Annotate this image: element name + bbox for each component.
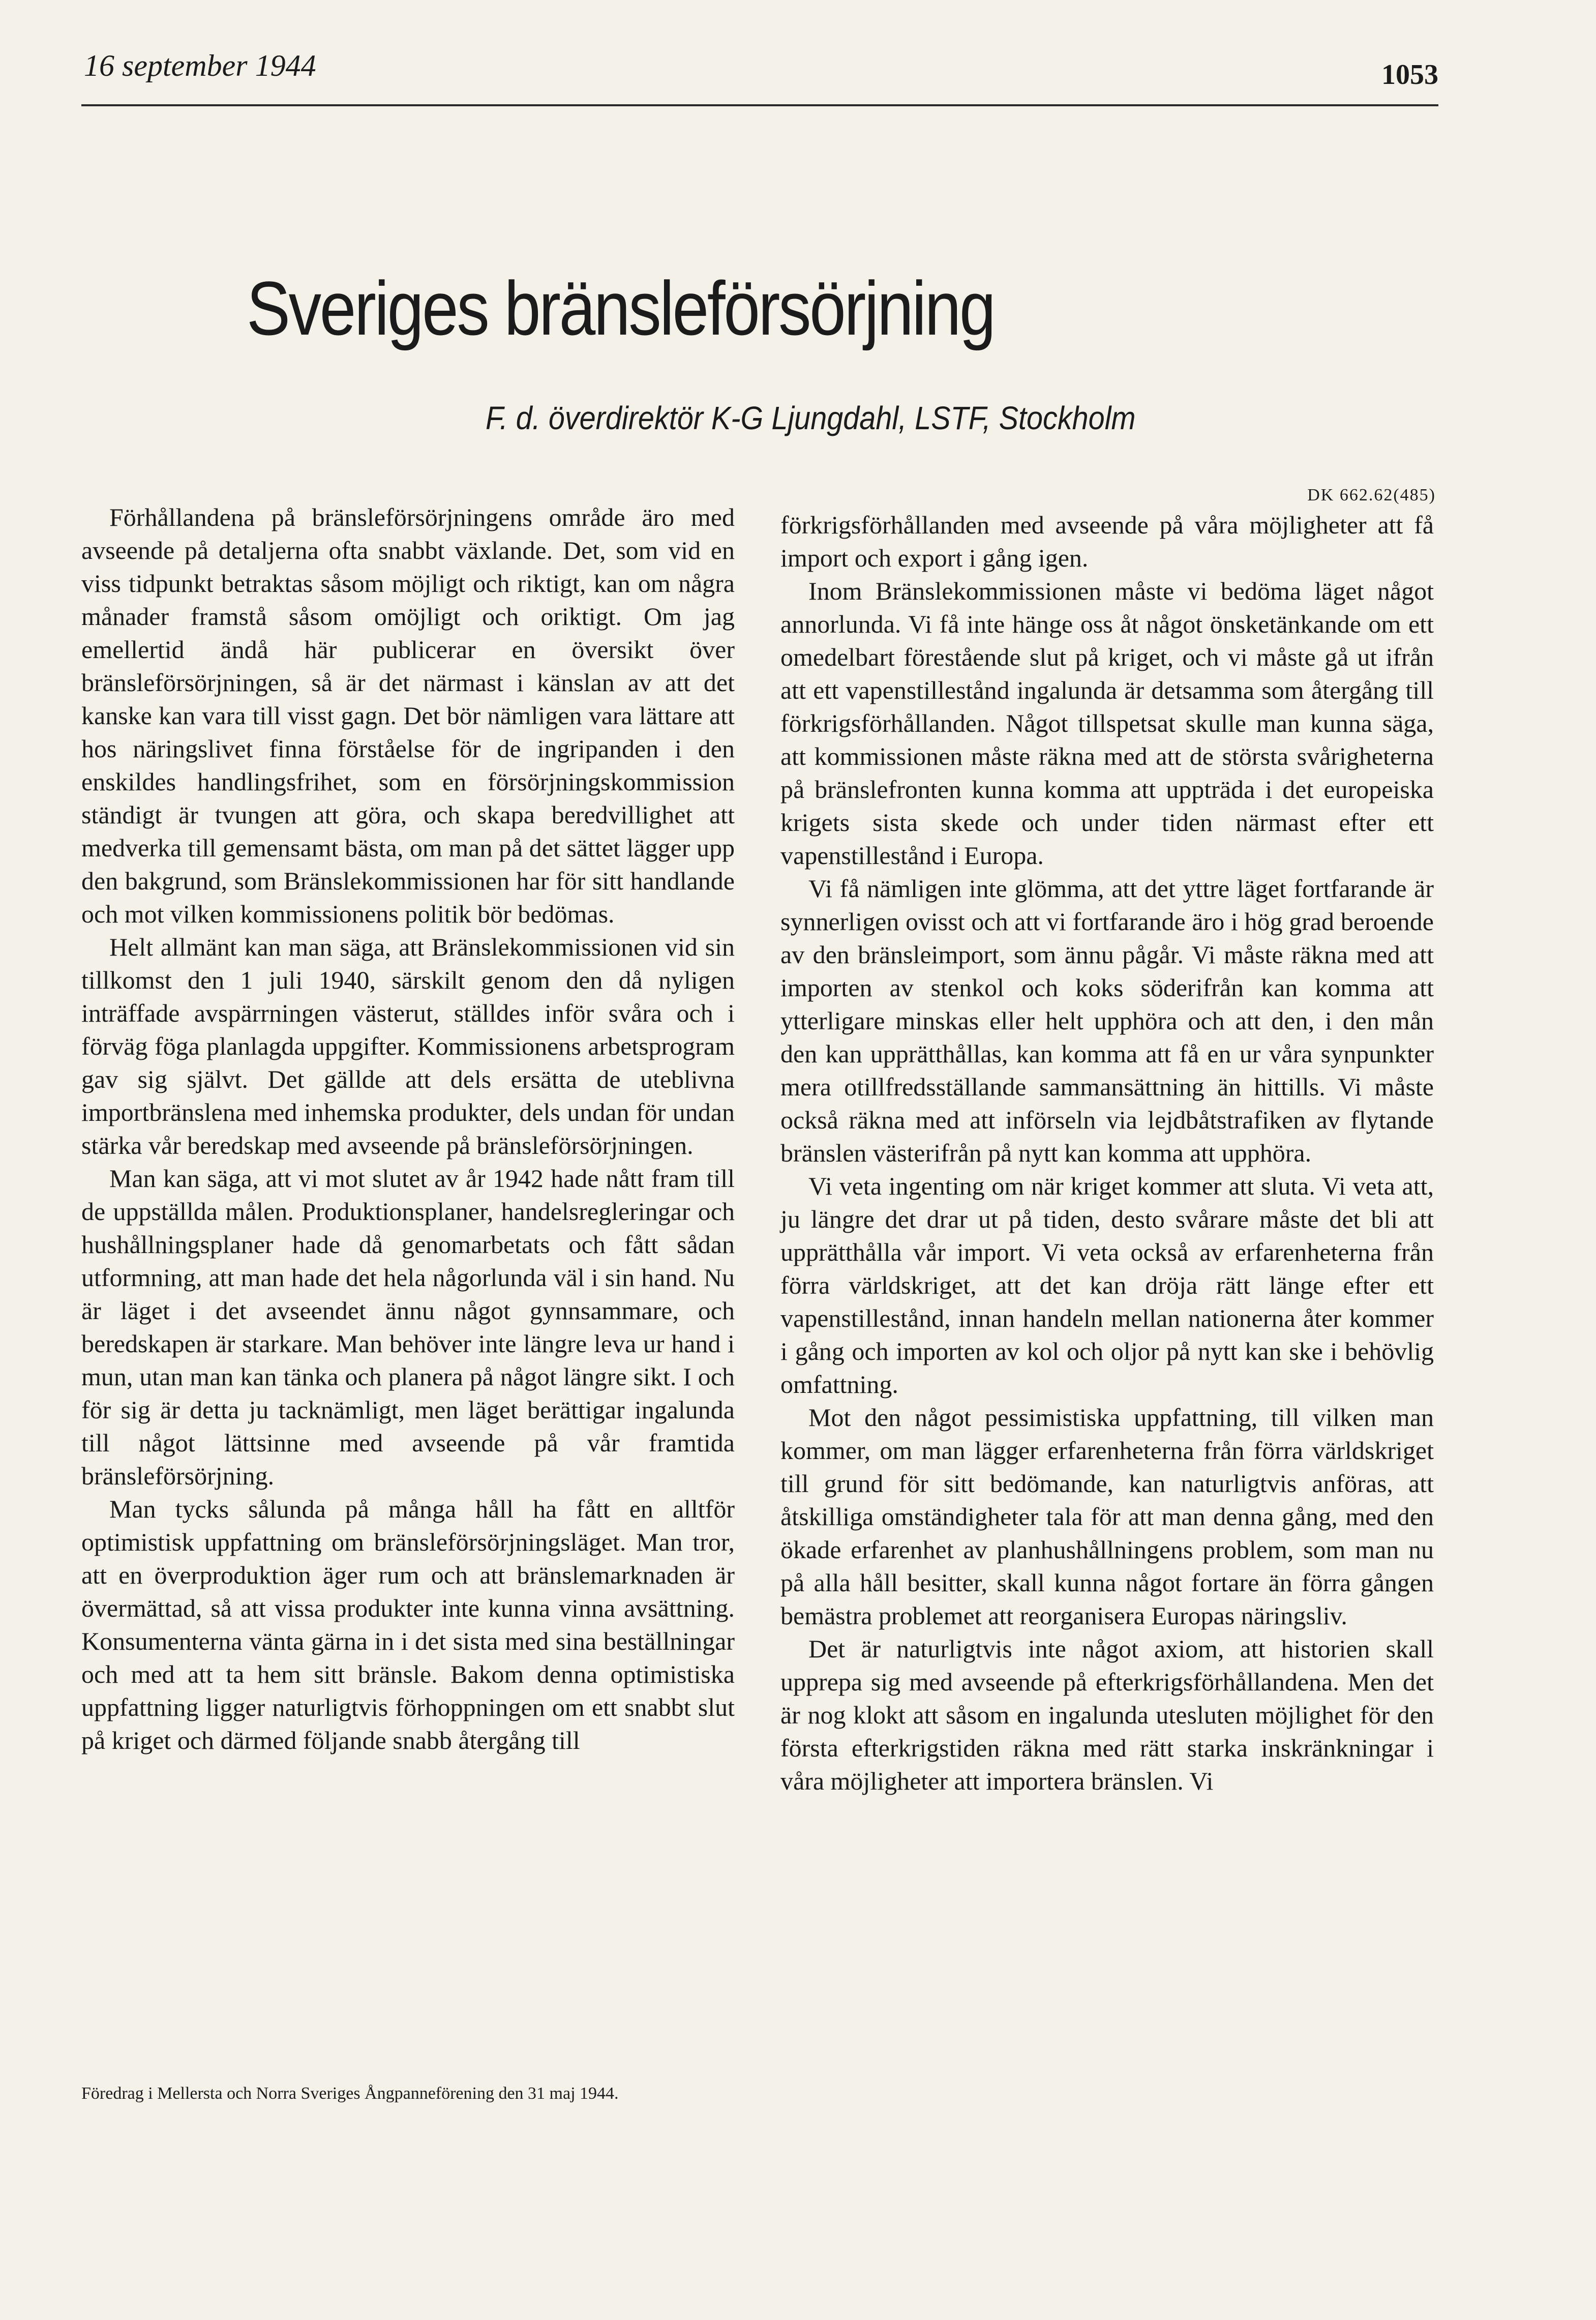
- footnote: Föredrag i Mellersta och Norra Sveriges Ångpanneförening den 31 maj 1944.: [81, 2084, 619, 2103]
- running-head: [81, 48, 1438, 106]
- paragraph: förkrigsförhållanden med avseende på våra möjligheter att få import och export i gång igen.: [780, 511, 1434, 572]
- left-column: [81, 501, 735, 1757]
- article-title: Sveriges bränsleförsörjning: [247, 265, 995, 351]
- paragraph: Mot den något pessimistiska uppfattning, till vilken man kommer, om man lägger erfarenheterna från förra världskriget till grund för sitt bedömande, kan naturligtvis anföras, att åtskilliga omständigheter tala för att man denna gång, med den ökade erfarenhet av planhushållningens problem, som man nu på alla håll besitter, skall kunna något fortare än förra gången bemästra problemet att reorganisera Europas näringsliv.: [780, 1403, 1434, 1630]
- paragraph: Helt allmänt kan man säga, att Bränslekommissionen vid sin tillkomst den 1 juli 1940, särskilt genom den då nyligen inträffade avspärrningen västerut, ställdes inför svåra och i förväg föga planlagda uppgifter. Kommissionens arbetsprogram gav sig självt. Det gällde att dels ersätta de uteblivna importbränslena med inhemska produkter, dels undan för undan stärka vår beredskap med avseende på bränsleförsörjningen.: [81, 933, 735, 1159]
- paragraph: Inom Bränslekommissionen måste vi bedöma läget något annorlunda. Vi få inte hänge oss åt något önsketänkande om ett omedelbart förestående slut på kriget, och vi måste gå ut ifrån att ett vapenstillestånd ingalunda är detsamma som återgång till förkrigsförhållanden. Något tillspetsat skulle man kunna säga, att kommissionen måste räkna med att de största svårigheterna på bränslefronten kunna komma att uppträda i det europeiska krigets sista skede och under tiden närmast efter ett vapenstillestånd i Europa.: [780, 577, 1434, 870]
- issue-date: 16 september 1944: [84, 49, 316, 82]
- paragraph: Man tycks sålunda på många håll ha fått en alltför optimistisk uppfattning om bränsleförsörjningsläget. Man tror, att en överproduktion äger rum och att bränslemarknaden är övermättad, så att vissa produkter inte kunna vinna avsättning. Konsumenterna vänta gärna in i det sista med sina beställningar och med att ta hem sitt bränsle. Bakom denna optimistiska uppfattning ligger naturligtvis förhoppningen om ett snabbt slut på kriget och därmed följande snabb återgång till: [81, 1495, 735, 1754]
- paragraph: Vi få nämligen inte glömma, att det yttre läget fortfarande är synnerligen ovisst och att vi fortfarande äro i hög grad beroende av den bränsleimport, som ännu pågår. Vi måste räkna med att importen av stenkol och koks söderifrån kan komma att ytterligare minskas eller helt upphöra och att den, i den mån den kan upprätthållas, kan komma att få en ur våra synpunkter mera otillfredsställande sammansättning än hittills. Vi måste också räkna med att införseln via lejdbåtstrafiken av flytande bränslen västerifrån på nytt kan komma att upphöra.: [780, 874, 1434, 1167]
- paragraph: Vi veta ingenting om när kriget kommer att sluta. Vi veta att, ju längre det drar ut på tiden, desto svårare måste det bli att upprätthålla vår import. Vi veta också av erfarenheterna från förra världskriget, att det kan dröja rätt länge efter ett vapenstillestånd, innan handeln mellan nationerna åter kommer i gång och importen av kol och oljor på nytt kan ske i behövlig omfattning.: [780, 1172, 1434, 1399]
- dk-classification: DK 662.62(485): [1307, 486, 1436, 504]
- paragraph: Man kan säga, att vi mot slutet av år 1942 hade nått fram till de uppställda målen. Produktionsplaner, handelsregleringar och hushållningsplaner hade då genomarbetats och fått sådan utformning, att man hade det hela någorlunda väl i sin hand. Nu är läget i det avseendet ännu något gynnsammare, och beredskapen är starkare. Man behöver inte längre leva ur hand i mun, utan man kan tänka och planera på något längre sikt. I och för sig är detta ju tacknämligt, men läget berättigar ingalunda till något lättsinne med avseende på vår framtida bränsleförsörjning.: [81, 1164, 735, 1490]
- right-column: [780, 509, 1434, 1798]
- paragraph: Det är naturligtvis inte något axiom, att historien skall upprepa sig med avseende på efterkrigsförhållandena. Men det är nog klokt att såsom en ingalunda utesluten möjlighet för den första efterkrigstiden räkna med rätt starka inskränkningar i våra möjligheter att importera bränslen. Vi: [780, 1634, 1434, 1795]
- page-number: 1053: [1381, 59, 1438, 91]
- article-byline: F. d. överdirektör K-G Ljungdahl, LSTF, Stockholm: [486, 400, 1136, 436]
- paragraph: Förhållandena på bränsleförsörjningens område äro med avseende på detaljerna ofta snabbt växlande. Det, som vid en viss tidpunkt betraktas såsom möjligt och riktigt, kan om några månader framstå såsom omöjligt och oriktigt. Om jag emellertid ändå här publicerar en översikt över bränsleförsörjningen, så är det närmast i känslan av att det kanske kan vara till visst gagn. Det bör nämligen vara lättare att hos näringslivet finna förståelse för de ingripanden i den enskildes handlingsfrihet, som en försörjningskommission ständigt är tvungen att göra, och skapa beredvillighet att medverka till gemensamt bästa, om man på det sättet lägger upp den bakgrund, som Bränslekommissionen har för sitt handlande och mot vilken kommissionens politik bör bedömas.: [81, 503, 735, 928]
